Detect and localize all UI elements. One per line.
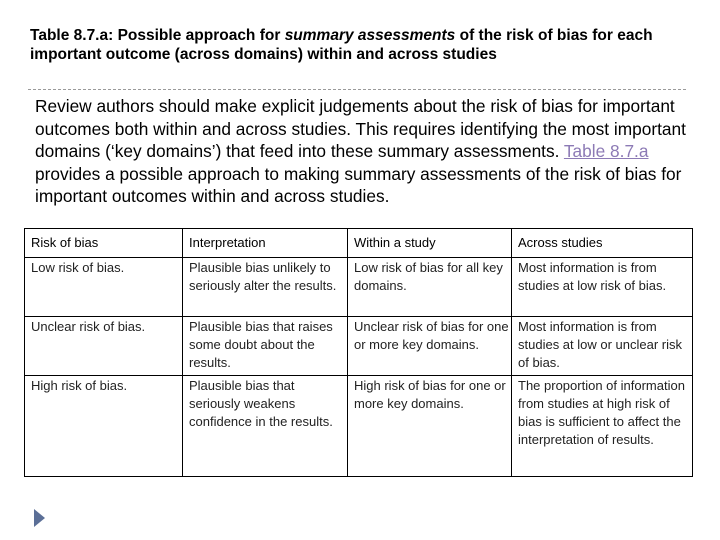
table-row (25, 258, 693, 317)
header-within-study: Within a study (348, 229, 512, 258)
intro-text-before: Review authors should make explicit judgements about the risk of bias for important outcomes both within and across studies. This requires identifying the most important domains (‘key domains’) that feed into these summary assessments. (35, 96, 686, 161)
table-title (30, 26, 700, 64)
table-cell: Most information is from studies at low risk of bias. (512, 258, 693, 317)
title-part-1: Table 8.7.a: Possible approach for (30, 27, 285, 44)
triangle-bullet-icon (34, 509, 45, 527)
table-cell: High risk of bias for one or more key domains. (348, 376, 512, 477)
table-cell: Plausible bias unlikely to seriously alter the results. (183, 258, 348, 317)
table-cell: Low risk of bias. (25, 258, 183, 317)
table-header-row (25, 229, 693, 258)
table-row (25, 317, 693, 376)
table-link[interactable]: Table 8.7.a (563, 141, 649, 161)
intro-text-after: provides a possible approach to making summary assessments of the risk of bias for important outcomes within and across studies. (35, 163, 682, 206)
table-cell: Unclear risk of bias. (25, 317, 183, 376)
header-interpretation: Interpretation (183, 229, 348, 258)
table-cell: High risk of bias. (25, 376, 183, 477)
table-row (25, 376, 693, 477)
table-cell: Most information is from studies at low or unclear risk of bias. (512, 317, 693, 376)
table-cell: The proportion of information from studies at high risk of bias is sufficient to affect the interpretation of results. (512, 376, 693, 477)
table-cell: Low risk of bias for all key domains. (348, 258, 512, 317)
risk-of-bias-table (24, 228, 693, 477)
title-part-2: of the risk of bias for each important outcome (across domains) within and across studies (30, 27, 653, 63)
intro-paragraph (35, 95, 695, 208)
table-cell: Plausible bias that seriously weakens confidence in the results. (183, 376, 348, 477)
header-across-studies: Across studies (512, 229, 693, 258)
header-risk-of-bias: Risk of bias (25, 229, 183, 258)
dashed-divider (28, 89, 686, 90)
table-cell: Plausible bias that raises some doubt about the results. (183, 317, 348, 376)
table-cell: Unclear risk of bias for one or more key domains. (348, 317, 512, 376)
title-italic: summary assessments (284, 27, 456, 44)
